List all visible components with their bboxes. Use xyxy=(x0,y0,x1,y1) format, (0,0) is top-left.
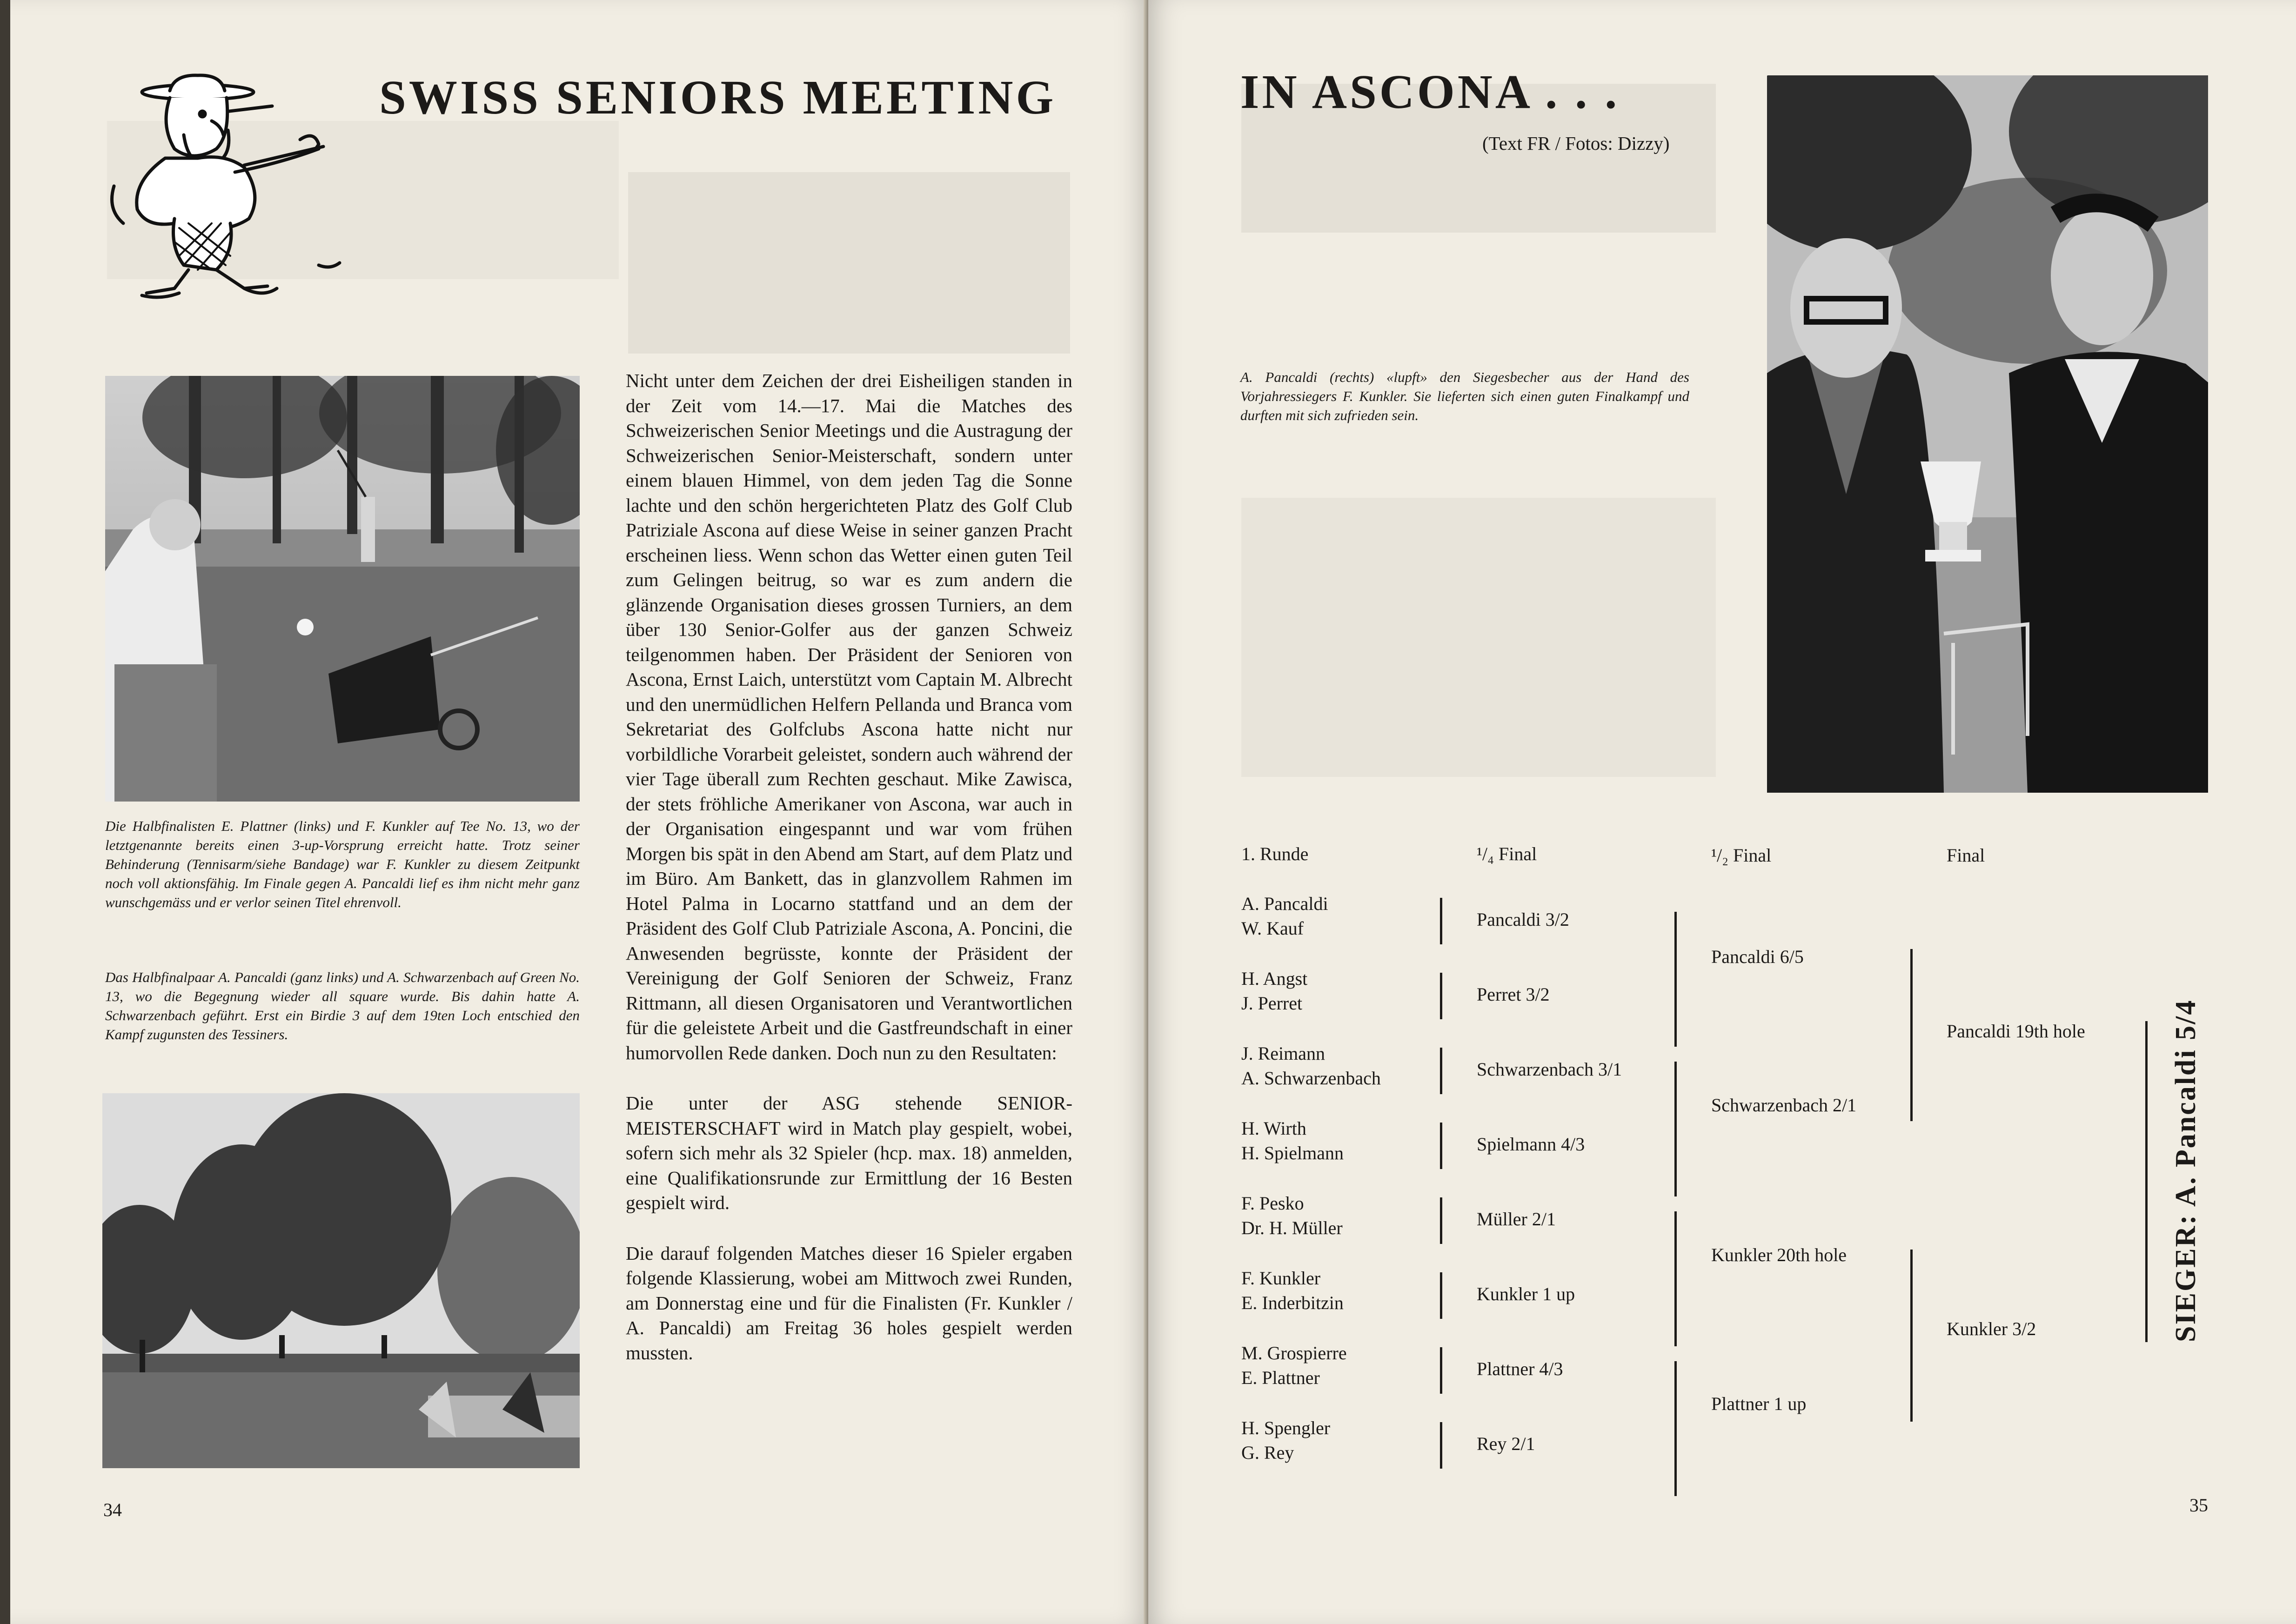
bracket-line xyxy=(1440,1347,1442,1394)
winner-label: SIEGER: A. Pancaldi 5/4 xyxy=(2170,999,2202,1342)
bracket-line xyxy=(1674,1211,1677,1346)
match-result: Kunkler 1 up xyxy=(1477,1283,1575,1304)
match-result: Pancaldi 3/2 xyxy=(1477,909,1569,930)
page-title: SWISS SENIORS MEETING xyxy=(379,71,1057,124)
page-edge xyxy=(0,0,10,1624)
match-result: Kunkler 3/2 xyxy=(1947,1318,2036,1339)
article-column xyxy=(626,368,1072,1365)
match-result: Spielmann 4/3 xyxy=(1477,1134,1585,1155)
player-name: G. Rey xyxy=(1241,1442,1294,1463)
tee-photo xyxy=(105,376,580,802)
match-result: Schwarzenbach 3/1 xyxy=(1477,1059,1622,1080)
bracket-line xyxy=(1440,973,1442,1019)
match-pair xyxy=(1241,1041,1381,1090)
match-pair xyxy=(1241,891,1328,941)
bracket-line xyxy=(1674,912,1677,1047)
bleed-through xyxy=(628,172,1070,354)
bracket-line xyxy=(1440,1048,1442,1094)
right-page xyxy=(1148,0,2296,1624)
page-title-continued: IN ASCONA . . . xyxy=(1240,65,1620,119)
trophy-photo-caption: A. Pancaldi (rechts) «lupft» den Siegesbecher aus der Hand des Vorjahressiegers F. Kunkler. Sie lieferten sich einen guten Finalkampf und durften mit sich zufrieden sein. xyxy=(1240,369,1689,423)
tee-photo-caption: Die Halbfinalisten E. Plattner (links) und F. Kunkler auf Tee No. 13, wo der letztgenannte bereits einen 3-up-Vorsprung erreicht hatte. Trotz seiner Behinderung (Tennisarm/siehe Bandage) war F. Kunkler zu diesem Zeitpunkt noch voll aktionsfähig. Im Finale gegen A. Pancaldi lief es ihm nicht mehr ganz wunschgemäss und er verlor seinen Titel ehrenvoll. xyxy=(105,818,580,910)
match-pair xyxy=(1241,1266,1344,1315)
bracket-line xyxy=(1440,1197,1442,1244)
article-paragraph: Die darauf folgenden Matches dieser 16 Spieler ergaben folgende Klassierung, wobei am Mittwoch zwei Runden, am Donnerstag eine und für die Finalisten (Fr. Kunkler / A. Pancaldi) am Freitag 36 holes gespielt werden mussten. xyxy=(626,1242,1072,1363)
player-name: A. Pancaldi xyxy=(1241,893,1328,914)
player-name: H. Wirth xyxy=(1241,1118,1306,1139)
page-number: 34 xyxy=(103,1499,122,1520)
player-name: H. Angst xyxy=(1241,968,1308,989)
match-pair xyxy=(1241,966,1307,1016)
match-result: Pancaldi 6/5 xyxy=(1711,946,1804,967)
match-pair xyxy=(1241,1116,1344,1165)
page-number: 35 xyxy=(2189,1495,2208,1516)
bracket-line xyxy=(2145,1021,2148,1342)
match-result: Plattner 4/3 xyxy=(1477,1358,1563,1379)
bracket-line xyxy=(1674,1062,1677,1196)
match-result: Pancaldi 19th hole xyxy=(1947,1021,2085,1042)
bracket-line xyxy=(1440,898,1442,944)
player-name: E. Plattner xyxy=(1241,1367,1320,1388)
round-header: 1. Runde xyxy=(1241,843,1309,864)
green-photo-caption: Das Halbfinalpaar A. Pancaldi (ganz links) und A. Schwarzenbach auf Green No. 13, wo die Begegnung wieder all square wurde. Bis dahin hatte A. Schwarzenbach geführt. Erst ein Birdie 3 auf dem 19ten Loch entschied den Kampf zugunsten des Tessiners. xyxy=(105,969,580,1043)
match-pair xyxy=(1241,1416,1330,1465)
bracket-line xyxy=(1440,1422,1442,1469)
player-name: H. Spielmann xyxy=(1241,1143,1344,1163)
player-name: J. Reimann xyxy=(1241,1043,1325,1064)
match-result: Rey 2/1 xyxy=(1477,1433,1535,1454)
player-name: Dr. H. Müller xyxy=(1241,1217,1343,1238)
match-result: Kunkler 20th hole xyxy=(1711,1244,1847,1265)
match-result: Plattner 1 up xyxy=(1711,1393,1807,1414)
article-paragraph: Die unter der ASG stehende SENIOR-MEISTERSCHAFT wird in Match play gespielt, wobei, sofern sich mehr als 32 Spieler (hcp. max. 18) anmelden, eine Qualifikationsrunde zur Ermittlung der 16 Besten gespielt wird. xyxy=(626,1092,1072,1213)
bracket-line xyxy=(1440,1272,1442,1319)
round-header: ¹/₂ Final xyxy=(1711,845,1772,866)
player-name: W. Kauf xyxy=(1241,918,1304,939)
photo-credit: (Text FR / Fotos: Dizzy) xyxy=(1482,133,1670,154)
article-paragraph: Nicht unter dem Zeichen der drei Eisheiligen standen in der Zeit vom 14.—17. Mai die Matches des Schweizerischen Senior Meetings und die Austragung der Schweizerischen Senior-Meisterschaft, sondern unter einem blauen Himmel, von dem jeden Tag die Sonne lachte und den schön hergerichteten Platz des Golf Club Patriziale Ascona auf diese Weise in seiner ganzen Pracht erscheinen liess. Wenn schon das Wetter einen guten Teil zum Gelingen beitrug, so war es zum andern die glänzende Organisation dieses grossen Turniers, an dem über 130 Senior-Golfer aus der ganzen Schweiz teilgenommen haben. Der Präsident der Senioren von Ascona, Ernst Laich, unterstützt vom Captain M. Albrecht und den unermüdlichen Helfern Pellanda und Branca vom Sekretariat des Golfclubs Ascona hatte nicht nur vorbildliche Vorarbeit geleistet, sondern auch während der vier Tage überall zum Rechten geschaut. Mike Zawisca, der stets fröhliche Amerikaner von Ascona, war auch in der Organisation eingespannt und war vom frühen Morgen bis spät in den Abend am Start, auf dem Platz und im Büro. Am Bankett, das in glanzvollem Rahmen im Hotel Palma in Locarno stattfand und an dem der Präsident des Golf Club Patriziale Ascona, A. Poncini, die Anwesenden begrüsste, konnte der Präsident der Vereinigung der Golf Senioren der Schweiz, Franz Rittmann, all diesen Organisatoren und Verantwortlichen für die geleistete Arbeit und die Gastfreundschaft in einer humorvollen Rede danken. Doch nun zu den Resultaten: xyxy=(626,370,1072,1063)
player-name: M. Grospierre xyxy=(1241,1343,1347,1363)
player-name: E. Inderbitzin xyxy=(1241,1292,1344,1313)
match-result: Schwarzenbach 2/1 xyxy=(1711,1095,1857,1116)
player-name: F. Pesko xyxy=(1241,1193,1304,1214)
match-pair xyxy=(1241,1341,1347,1390)
bleed-through xyxy=(1241,498,1716,777)
bracket-line xyxy=(1910,1250,1913,1422)
bracket-line xyxy=(1440,1123,1442,1169)
player-name: H. Spengler xyxy=(1241,1417,1331,1438)
round-header: ¹/₄ Final xyxy=(1477,843,1537,864)
green-photo xyxy=(102,1093,580,1468)
round-header: Final xyxy=(1947,845,1985,866)
match-result: Müller 2/1 xyxy=(1477,1209,1556,1230)
player-name: J. Perret xyxy=(1241,993,1303,1014)
bracket-line xyxy=(1910,949,1913,1121)
match-result: Perret 3/2 xyxy=(1477,984,1550,1005)
player-name: A. Schwarzenbach xyxy=(1241,1068,1381,1089)
bracket-line xyxy=(1674,1361,1677,1496)
golfer-cartoon-icon xyxy=(105,70,356,302)
trophy-photo xyxy=(1767,75,2208,793)
match-pair xyxy=(1241,1191,1343,1240)
player-name: F. Kunkler xyxy=(1241,1268,1321,1289)
